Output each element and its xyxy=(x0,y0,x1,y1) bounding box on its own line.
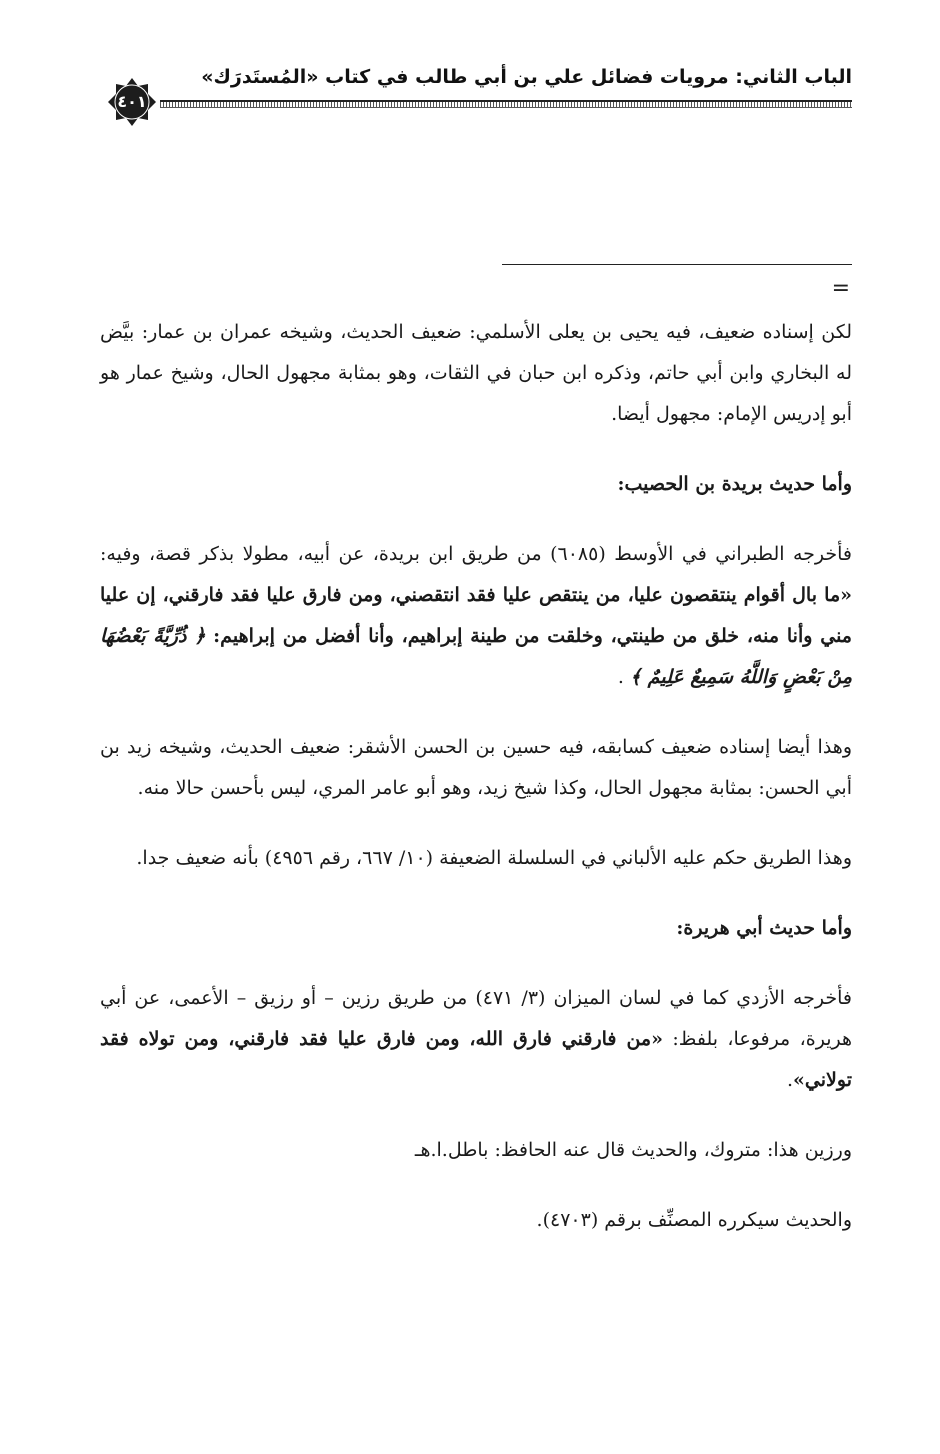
paragraph: لكن إسناده ضعيف، فيه يحيى بن يعلى الأسلمي: ضعيف الحديث، وشيخه عمران بن عمار: بيَّض له البخاري وابن أبي حاتم، وذكره ابن حبان في الثقات، وهو بمثابة مجهول الحال، وشيخ عمار هو أبو إدريس الإمام: مجهول أيضا. xyxy=(100,321,852,425)
footnote-separator xyxy=(502,264,852,265)
footnote-continuation-mark: = xyxy=(831,276,850,301)
hadith-quote: «ما بال أقوام ينتقصون عليا، من ينتقص عليا فقد انتقصني، ومن فارق عليا فقد فارقني، إن عليا مني وأنا منه، خلق من طينتي، وخلقت من طينة إبراهيم، وأنا أفضل من إبراهيم: xyxy=(100,584,852,647)
paragraph: وهذا أيضا إسناده ضعيف كسابقه، فيه حسين بن الحسن الأشقر: ضعيف الحديث، وشيخه زيد بن أبي الحسن: بمثابة مجهول الحال، وكذا شيخ زيد، وهو أبو عامر المري، ليس بأحسن حالا منه. xyxy=(100,736,852,799)
paragraph xyxy=(100,978,852,1101)
section-heading: وأما حديث أبي هريرة: xyxy=(676,917,852,939)
page-number-badge xyxy=(106,76,158,128)
hadith-quote: «من فارقني فارق الله، ومن فارق عليا فقد فارقني، ومن تولاه فقد تولاني» xyxy=(100,1028,852,1091)
paragraph xyxy=(100,534,852,698)
footnote-body xyxy=(100,312,852,1241)
section-heading: وأما حديث بريدة بن الحصيب: xyxy=(617,473,852,495)
paragraph-text: . xyxy=(617,666,630,688)
paragraph: وهذا الطريق حكم عليه الألباني في السلسلة الضعيفة (١٠/ ٦٦٧، رقم ٤٩٥٦) بأنه ضعيف جدا. xyxy=(136,847,852,869)
paragraph-text: فأخرجه الطبراني في الأوسط (٦٠٨٥) من طريق ابن بريدة، عن أبيه، مطولا بذكر قصة، وفيه: xyxy=(100,543,852,565)
paragraph: والحديث سيكرره المصنِّف برقم (٤٧٠٣). xyxy=(536,1209,852,1231)
page-number: ٤٠١ xyxy=(117,92,147,111)
quran-verse: ﴿ ذُرِّيَّةً بَعْضُهَا مِنْ بَعْضٍ وَاللَّهُ سَمِيعٌ عَلِيمٌ ﴾ xyxy=(100,625,852,688)
page-header xyxy=(100,62,852,124)
paragraph-text: . xyxy=(787,1069,794,1091)
chapter-title: الباب الثاني: مرويات فضائل علي بن أبي طالب في كتاب «المُستَدرَك» xyxy=(201,66,852,88)
header-rule xyxy=(160,100,852,108)
paragraph-text: فأخرجه الأزدي كما في لسان الميزان (٣/ ٤٧١) من طريق رزين – أو رزيق – الأعمى، عن أبي هريرة، مرفوعا، بلفظ: xyxy=(100,987,852,1050)
paragraph: ورزين هذا: متروك، والحديث قال عنه الحافظ: باطل.ا.هـ xyxy=(414,1139,852,1161)
